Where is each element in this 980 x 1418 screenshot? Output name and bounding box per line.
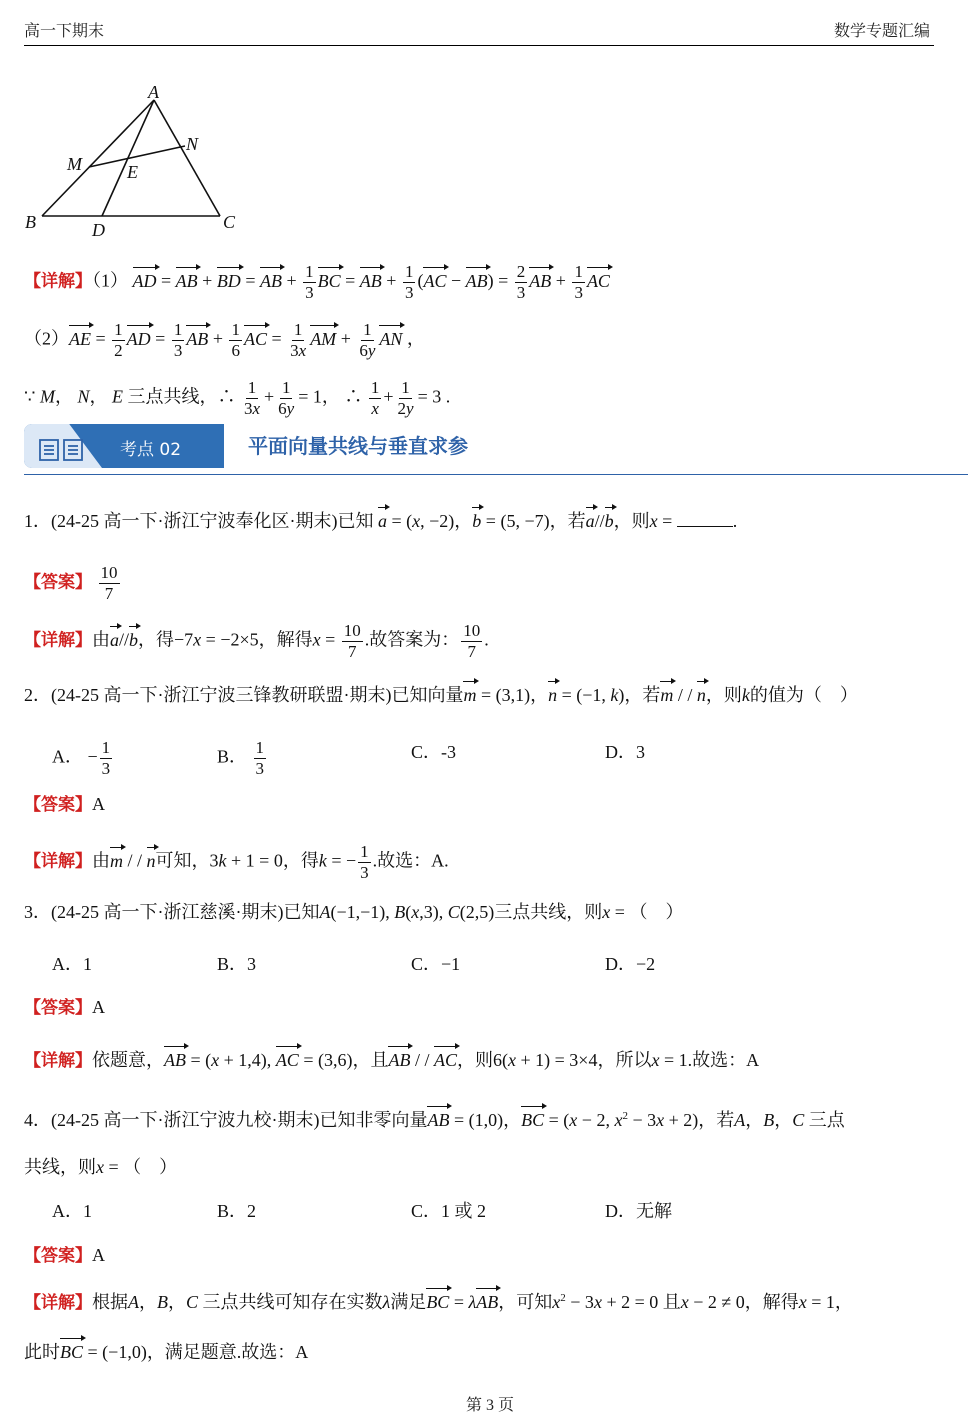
q3-option-c: C．−1 (411, 954, 461, 974)
q1-stem: 1．(24-25 高一下·浙江宁波奉化区·期末)已知 a = (x, −2)，b = (5, −7)，若a//b，则x = . (24, 506, 737, 533)
q1-answer: 【答案】 $\frac{10}{7}$ (24, 563, 118, 603)
q3-stem: 3．(24-25 高一下·浙江慈溪·期末)已知A(−1,−1), B(x,3), C(2,5)三点共线，则x = （ ） (24, 902, 684, 922)
q4-stem: 4．(24-25 高一下·浙江宁波九校·期末)已知非零向量AB = (1,0)，BC = (x − 2, $x^2 - 3x + 2$)，若A，B，C 三点 (24, 1104, 845, 1132)
q2-answer: 【答案】A (24, 794, 105, 815)
q4-detail-line2: 此时BC = (−1,0)，满足题意.故选：A (24, 1337, 308, 1364)
prev-detail-line3: ∵ M， N， E 三点共线，∴ $\frac{1}{3x}$ + $\frac{1}{6y}$ = 1， ∴ $\frac{1}{x}$ + $\frac{1}{2y}$ = 3 . (24, 378, 451, 418)
label-E: E (127, 162, 138, 182)
header-rule (24, 45, 934, 46)
q4-option-c: C．1 或 2 (411, 1201, 487, 1221)
q2-option-c: C．-3 (411, 742, 456, 762)
document-icon (38, 438, 86, 462)
label-C: C (223, 212, 236, 232)
q1-blank (677, 508, 733, 527)
prev-detail-line1: 【详解】（1） AD = AB + BD = AB + $\frac{1}{3}$ BC = AB + $\frac{1}{3}$ (AC − AB) = $\frac{2}{3}$ AB + $\frac{1}{3}$ AC (24, 262, 610, 302)
q4-detail: 【详解】根据A，B，C 三点共线可知存在实数λ满足BC = λAB，可知$x^2 - 3x + 2 = 0$ 且x − 2 ≠ 0，解得x = 1， (24, 1286, 853, 1315)
q2-detail: 【详解】由m / / n可知，3k + 1 = 0，得k = − $\frac{1}{3}$ .故选：A. (24, 842, 449, 882)
q4-answer: 【答案】A (24, 1245, 105, 1266)
q3-option-b: B．3 (217, 954, 257, 974)
label-M: M (67, 154, 82, 174)
q3-option-a: A．1 (52, 954, 92, 974)
q3-answer: 【答案】A (24, 997, 105, 1018)
q3-option-d: D．−2 (605, 954, 656, 974)
prev-detail-line2: （2）AE = $\frac{1}{2}$ AD = $\frac{1}{3}$ AB + $\frac{1}{6}$ AC = $\frac{1}{3x}$ AM + $\frac{1}{6y}$ AN ， (24, 320, 425, 360)
label-A: A (148, 82, 159, 102)
banner-label: 考点 02 (120, 440, 182, 460)
banner-title: 平面向量共线与垂直求参 (248, 434, 468, 458)
label-D: D (92, 220, 105, 240)
banner-rule (24, 474, 968, 475)
q4-option-d: D．无解 (605, 1201, 672, 1221)
q1-detail: 【详解】由a//b，得−7x = −2×5，解得x = $\frac{10}{7}$ .故答案为： $\frac{10}{7}$ . (24, 621, 489, 661)
header-left: 高一下期末 (24, 23, 105, 40)
label-B: B (25, 212, 36, 232)
header-right: 数学专题汇编 (833, 23, 930, 40)
triangle-figure (20, 78, 250, 240)
label-N: N (186, 134, 199, 154)
q4-option-b: B．2 (217, 1201, 257, 1221)
q2-option-a: A． − $\frac{1}{3}$ (52, 738, 111, 778)
section-banner (24, 424, 968, 476)
q2-option-b: B． $\frac{1}{3}$ (217, 738, 265, 778)
q4-option-a: A．1 (52, 1201, 92, 1221)
q4-stem-line2: 共线，则x = （ ） (24, 1157, 178, 1177)
q3-detail: 【详解】依题意，AB = (x + 1,4), AC = (3,6)，且AB / / AC，则6(x + 1) = 3×4，所以x = 1.故选：A (24, 1045, 759, 1073)
page-footer: 第 3 页 (465, 1397, 514, 1414)
q2-option-d: D．3 (605, 742, 645, 762)
q2-stem: 2．(24-25 高一下·浙江宁波三锋教研联盟·期末)已知向量m = (3,1)，n = (−1, k)，若m / / n，则k的值为（ ） (24, 680, 858, 707)
